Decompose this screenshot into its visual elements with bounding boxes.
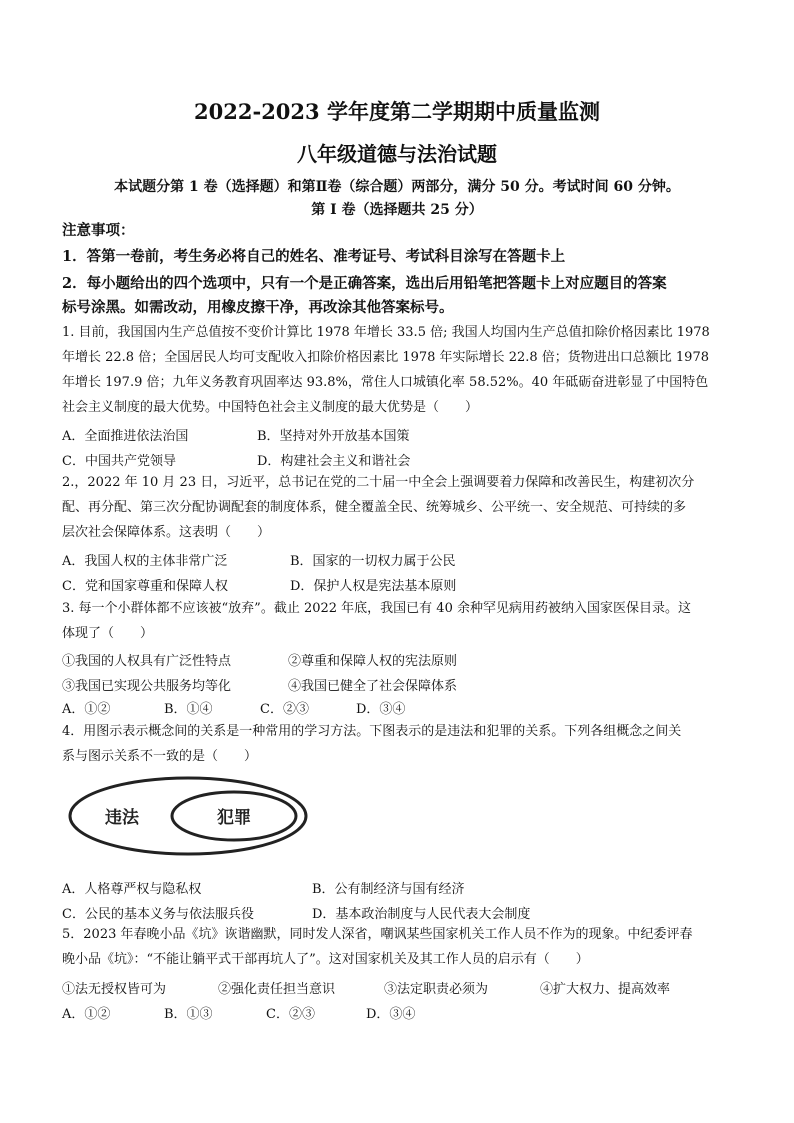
q4-line-2: 系与图示关系不一致的是（ ） (62, 749, 258, 764)
q5-line-1: 5．2023 年春晚小品《坑》诙谐幽默，同时发人深省，嘲讽某些国家机关工作人员不作为的现象。中纪委评春 (62, 927, 693, 942)
note-item-1: 1．答第一卷前，考生务必将自己的姓名、准考证号、考试科目涂写在答题卡上 (62, 248, 566, 265)
q5-line-2: 晚小品《坑》：“不能让躺平式干部再坑人了”。这对国家机关及其工作人员的启示有（ ） (62, 952, 589, 967)
note-item-2-line-1: 2．每小题给出的四个选项中，只有一个是正确答案，选出后用铅笔把答题卡上对应题目的答案 (62, 275, 667, 292)
q2-line-2: 配、再分配、第三次分配协调配套的制度体系，健全覆盖全民、统筹城乡、公平统一、安全规范、可持续的多 (62, 500, 687, 515)
venn-diagram (64, 766, 320, 866)
note-item-2-line-2: 标号涂黑。如需改动，用橡皮擦干净，再改涂其他答案标号。 (62, 299, 454, 316)
q2-line-3: 层次社会保障体系。这表明（ ） (62, 525, 271, 540)
q3-statement-2: ②尊重和保障人权的宪法原则 (288, 654, 458, 669)
q5-option-c: C．②③ (266, 1007, 315, 1022)
q1-line-3: 年增长 197.9 倍；九年义务教育巩固率达 93.8%，常住人口城镇化率 58.52%。40 年砥砺奋进彰显了中国特色 (62, 375, 709, 390)
q3-option-b: B．①④ (164, 702, 213, 717)
q5-statement-1: ①法无授权皆可为 (62, 982, 167, 997)
q5-option-d: D．③④ (366, 1007, 416, 1022)
q1-line-4: 社会主义制度的最大优势。中国特色社会主义制度的最大优势是（ ） (62, 400, 479, 415)
q5-statement-2: ②强化责任担当意识 (218, 982, 336, 997)
q5-statement-4: ④扩大权力、提高效率 (540, 982, 671, 997)
q4-option-b: B．公有制经济与国有经济 (312, 882, 465, 897)
q3-line-1: 3. 每一个小群体都不应该被“放弃”。截止 2022 年底，我国已有 40 余种罕见病用药被纳入国家医保目录。这 (62, 601, 691, 616)
q1-option-a: A．全面推进依法治国 (62, 429, 189, 444)
q4-option-c: C．公民的基本义务与依法服兵役 (62, 907, 254, 922)
outer-label: 违法 (105, 808, 139, 828)
q2-option-b: B．国家的一切权力属于公民 (290, 554, 456, 569)
q5-statement-3: ③法定职责必须为 (384, 982, 489, 997)
q2-option-d: D．保护人权是宪法基本原则 (290, 579, 457, 594)
q3-line-2: 体现了（ ） (62, 626, 154, 641)
q1-line-1: 1. 目前，我国国内生产总值按不变价计算比 1978 年增长 33.5 倍; 我国人均国内生产总值扣除价格因素比 1978 (62, 325, 710, 340)
q4-line-1: 4．用图示表示概念间的关系是一种常用的学习方法。下图表示的是违法和犯罪的关系。下列各组概念之间关 (62, 724, 682, 739)
q4-option-d: D．基本政治制度与人民代表大会制度 (312, 907, 531, 922)
q1-option-b: B．坚持对外开放基本国策 (257, 429, 410, 444)
q3-option-c: C．②③ (260, 702, 309, 717)
notes-heading: 注意事项： (62, 222, 135, 239)
q2-option-c: C．党和国家尊重和保障人权 (62, 579, 228, 594)
q4-option-a: A．人格尊严权与隐私权 (62, 882, 202, 897)
q1-line-2: 年增长 22.8 倍；全国居民人均可支配收入扣除价格因素比 1978 年实际增长 22.8 倍；货物进出口总额比 1978 (62, 350, 709, 365)
q1-option-c: C．中国共产党领导 (62, 454, 176, 469)
section-heading: 第 I 卷（选择题共 25 分） (311, 202, 483, 218)
exam-info: 本试题分第 1 卷（选择题）和第Ⅱ卷（综合题）两部分，满分 50 分。考试时间 60 分钟。 (114, 179, 680, 195)
violation-crime-diagram (64, 766, 320, 866)
q1-option-d: D．构建社会主义和谐社会 (257, 454, 411, 469)
q3-statement-1: ①我国的人权具有广泛性特点 (62, 654, 232, 669)
inner-label: 犯罪 (217, 808, 251, 828)
q2-line-1: 2.，2022 年 10 月 23 日，习近平，总书记在党的二十届一中全会上强调要着力保障和改善民生，构建初次分 (62, 475, 695, 490)
q3-statement-4: ④我国已健全了社会保障体系 (288, 679, 458, 694)
q3-statement-3: ③我国已实现公共服务均等化 (62, 679, 232, 694)
q5-option-a: A．①② (62, 1007, 111, 1022)
exam-title: 2022-2023 学年度第二学期期中质量监测 (194, 99, 600, 124)
exam-subtitle: 八年级道德与法治试题 (297, 142, 497, 166)
q3-option-a: A．①② (62, 702, 111, 717)
q5-option-b: B．①③ (164, 1007, 213, 1022)
q3-option-d: D．③④ (356, 702, 406, 717)
q2-option-a: A．我国人权的主体非常广泛 (62, 554, 228, 569)
